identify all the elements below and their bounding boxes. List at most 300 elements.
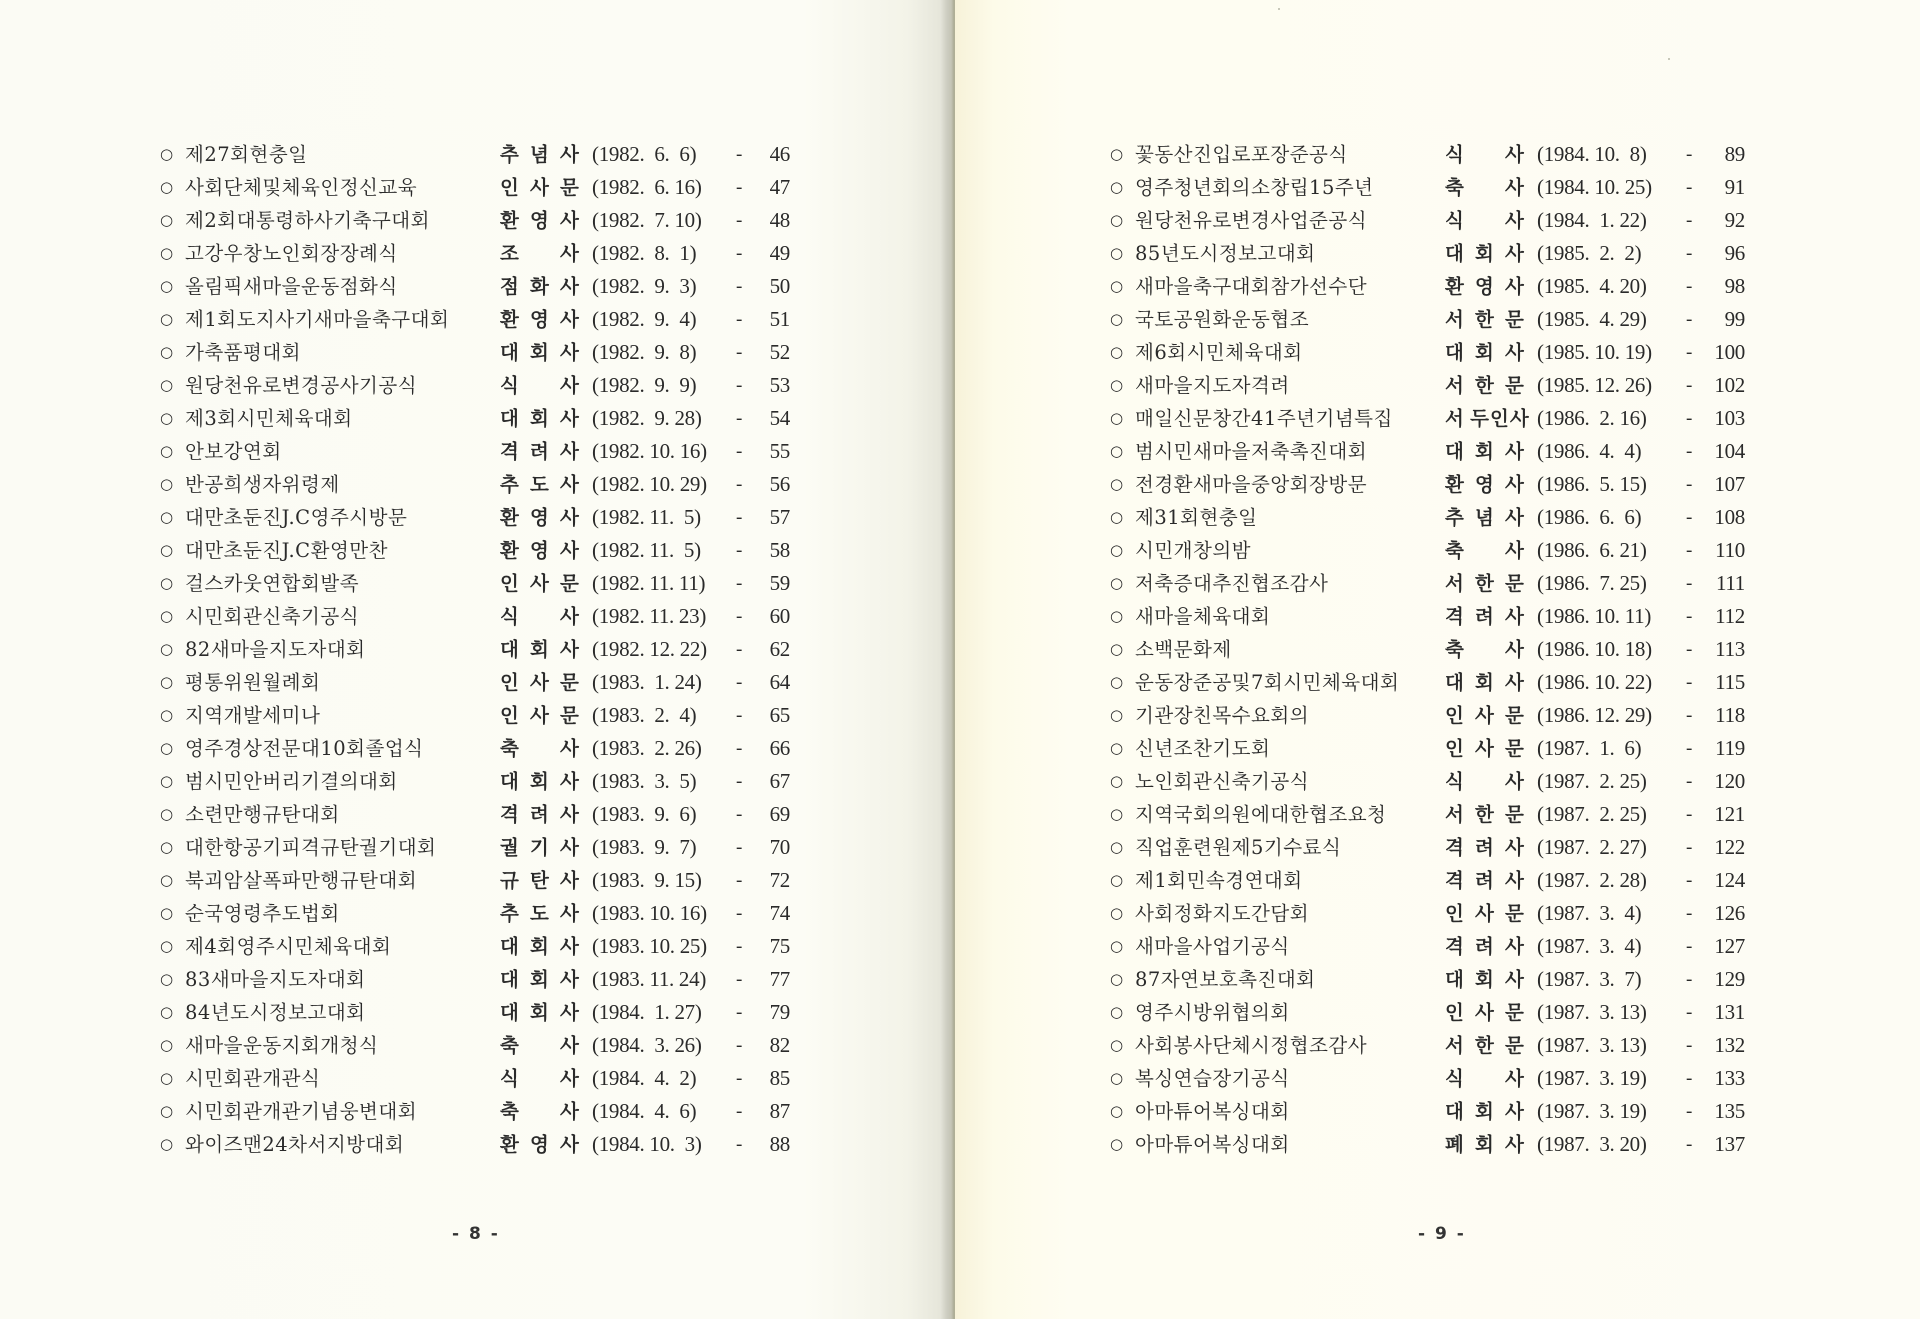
entry-date: (1982. 10. 16) — [592, 439, 707, 463]
entry-page-number: 108 — [1714, 505, 1745, 529]
toc-entry — [160, 666, 800, 699]
entry-title: 83새마을지도자대회 — [185, 968, 366, 991]
separator-dash: - — [736, 606, 743, 627]
entry-type-char: 회 — [530, 968, 550, 991]
entry-type — [1445, 1029, 1535, 1062]
entry-page-number: 91 — [1724, 175, 1745, 199]
entry-title: 영주청년회의소창립15주년 — [1135, 176, 1374, 199]
entry-type-char: 회 — [1475, 440, 1495, 463]
entry-type-char: 인 — [1445, 737, 1465, 760]
entry-type-char: 사 — [1505, 209, 1525, 232]
toc-entry — [1110, 798, 1750, 831]
separator-dash: - — [736, 408, 743, 429]
entry-date: (1982. 9. 8) — [592, 340, 697, 364]
entry-date: (1983. 1. 24) — [592, 670, 702, 694]
entry-type — [1445, 666, 1535, 699]
entry-date: (1987. 2. 25) — [1537, 802, 1647, 826]
entry-type-char: 회 — [1475, 1100, 1495, 1123]
toc-entry — [1110, 270, 1750, 303]
entry-title: 사회정화지도간담회 — [1135, 902, 1310, 925]
entry-type-char: 식 — [1445, 770, 1465, 793]
toc-entry — [1110, 897, 1750, 930]
entry-type-char: 서 — [1445, 374, 1465, 397]
entry-type — [500, 699, 590, 732]
toc-entry — [160, 237, 800, 270]
bullet-circle-icon: ○ — [160, 970, 174, 988]
entry-type-char: 축 — [1445, 539, 1465, 562]
entry-type — [500, 633, 590, 666]
entry-type-char: 축 — [1445, 638, 1465, 661]
toc-entry — [1110, 600, 1750, 633]
entry-page-number: 59 — [769, 571, 790, 595]
entry-date: (1982. 6. 16) — [592, 175, 702, 199]
entry-type-char: 문 — [1505, 374, 1525, 397]
toc-entry — [160, 897, 800, 930]
entry-type-char: 사 — [1505, 869, 1525, 892]
entry-date: (1987. 2. 28) — [1537, 868, 1647, 892]
entry-type-char: 환 — [500, 1133, 520, 1156]
entry-type-char: 인 — [500, 176, 520, 199]
bullet-circle-icon: ○ — [160, 904, 174, 922]
separator-dash: - — [736, 1068, 743, 1089]
entry-page-number: 74 — [769, 901, 790, 925]
entry-type-char: 회 — [530, 770, 550, 793]
toc-entry — [1110, 996, 1750, 1029]
separator-dash: - — [736, 177, 743, 198]
entry-type-char: 영 — [1475, 473, 1495, 496]
entry-page-number: 47 — [769, 175, 790, 199]
entry-type — [500, 732, 590, 765]
bullet-circle-icon: ○ — [160, 1036, 174, 1054]
entry-page-number: 132 — [1714, 1033, 1745, 1057]
entry-title: 운동장준공및7회시민체육대회 — [1135, 671, 1400, 694]
separator-dash: - — [1686, 1035, 1693, 1056]
entry-date: (1987. 2. 27) — [1537, 835, 1647, 859]
entry-type-char: 회 — [530, 1001, 550, 1024]
entry-type-char: 서 — [1445, 308, 1465, 331]
toc-entry — [1110, 303, 1750, 336]
toc-entry — [160, 963, 800, 996]
entry-type — [500, 303, 590, 336]
entry-type-char: 인 — [1445, 902, 1465, 925]
entry-type — [1445, 633, 1535, 666]
entry-title: 지역개발세미나 — [185, 704, 321, 727]
right-page — [955, 0, 1920, 1319]
book-spine-gutter — [940, 0, 956, 1319]
entry-type-char: 문 — [560, 671, 580, 694]
bullet-circle-icon: ○ — [160, 178, 174, 196]
separator-dash: - — [1686, 738, 1693, 759]
entry-type — [500, 171, 590, 204]
entry-type — [1445, 732, 1535, 765]
entry-type-char: 념 — [530, 143, 550, 166]
bullet-circle-icon: ○ — [160, 343, 174, 361]
entry-page-number: 98 — [1724, 274, 1745, 298]
entry-date: (1984. 4. 6) — [592, 1099, 697, 1123]
entry-date: (1982. 9. 9) — [592, 373, 697, 397]
entry-page-number: 48 — [769, 208, 790, 232]
entry-title: 전경환새마을중앙회장방문 — [1135, 473, 1368, 496]
entry-type — [1445, 765, 1535, 798]
entry-title: 대한항공기피격규탄궐기대회 — [185, 836, 437, 859]
entry-type-char: 대 — [500, 1001, 520, 1024]
toc-entry — [160, 204, 800, 237]
entry-type-char: 영 — [530, 1133, 550, 1156]
entry-type-char: 사 — [560, 902, 580, 925]
entry-title: 저축증대추진협조감사 — [1135, 572, 1329, 595]
entry-type-char: 려 — [1475, 836, 1495, 859]
entry-type-char: 사 — [1505, 770, 1525, 793]
entry-type-char: 인 — [500, 572, 520, 595]
entry-type-char — [1475, 633, 1505, 666]
separator-dash: - — [1686, 243, 1693, 264]
entry-page-number: 79 — [769, 1000, 790, 1024]
entry-type-char: 사 — [560, 935, 580, 958]
entry-date: (1984. 10. 3) — [592, 1132, 702, 1156]
entry-type-char: 려 — [1475, 935, 1495, 958]
bullet-circle-icon: ○ — [160, 805, 174, 823]
toc-entry — [160, 765, 800, 798]
entry-title: 범시민새마을저축촉진대회 — [1135, 440, 1368, 463]
entry-type-char: 사 — [530, 176, 550, 199]
bullet-circle-icon: ○ — [1110, 673, 1124, 691]
entry-page-number: 100 — [1714, 340, 1745, 364]
entry-title: 올림픽새마을운동점화식 — [185, 275, 398, 298]
bullet-circle-icon: ○ — [160, 937, 174, 955]
entry-page-number: 129 — [1714, 967, 1745, 991]
toc-entry — [160, 336, 800, 369]
entry-title: 시민회관개관기념웅변대회 — [185, 1100, 418, 1123]
entry-title: 평통위원월례회 — [185, 671, 321, 694]
entry-date: (1982. 9. 4) — [592, 307, 697, 331]
bullet-circle-icon: ○ — [1110, 541, 1124, 559]
page-number-right: - 9 - — [1418, 1224, 1466, 1244]
entry-page-number: 89 — [1724, 142, 1745, 166]
entry-page-number: 57 — [769, 505, 790, 529]
toc-entry — [1110, 237, 1750, 270]
entry-type-char: 대 — [500, 968, 520, 991]
entry-page-number: 69 — [769, 802, 790, 826]
entry-type-char: 추 — [1445, 506, 1465, 529]
toc-entry — [1110, 831, 1750, 864]
entry-type — [500, 138, 590, 171]
entry-type-char: 추 — [500, 473, 520, 496]
entry-title: 원당천유로변경사업준공식 — [1135, 209, 1368, 232]
entry-type — [1445, 963, 1535, 996]
entry-title: 소백문화제 — [1135, 638, 1232, 661]
entry-date: (1984. 3. 26) — [592, 1033, 702, 1057]
entry-type-char: 대 — [1445, 341, 1465, 364]
entry-type-char: 사 — [1505, 1133, 1525, 1156]
entry-type-char: 사 — [560, 869, 580, 892]
entry-type-char: 사 — [530, 572, 550, 595]
entry-page-number: 102 — [1714, 373, 1745, 397]
entry-page-number: 124 — [1714, 868, 1745, 892]
entry-date: (1982. 12. 22) — [592, 637, 707, 661]
separator-dash: - — [736, 342, 743, 363]
entry-type-char: 사 — [1505, 638, 1525, 661]
entry-title: 사회봉사단체시정협조감사 — [1135, 1034, 1368, 1057]
entry-type-char: 환 — [1445, 275, 1465, 298]
entry-page-number: 64 — [769, 670, 790, 694]
entry-type-char — [1475, 534, 1505, 567]
bullet-circle-icon: ○ — [1110, 376, 1124, 394]
separator-dash: - — [736, 837, 743, 858]
entry-title: 시민회관신축기공식 — [185, 605, 360, 628]
entry-type-char: 문 — [1505, 737, 1525, 760]
bullet-circle-icon: ○ — [1110, 508, 1124, 526]
entry-type-char: 사 — [560, 1067, 580, 1090]
separator-dash: - — [1686, 144, 1693, 165]
separator-dash: - — [1686, 1101, 1693, 1122]
entry-type-char — [1475, 1062, 1505, 1095]
toc-entry — [1110, 765, 1750, 798]
bullet-circle-icon: ○ — [1110, 145, 1124, 163]
entry-page-number: 65 — [769, 703, 790, 727]
entry-type-char: 서 — [1445, 803, 1465, 826]
toc-entry — [160, 699, 800, 732]
entry-type-char: 사 — [560, 506, 580, 529]
separator-dash: - — [1686, 540, 1693, 561]
toc-entry — [160, 798, 800, 831]
entry-title: 국토공원화운동협조 — [1135, 308, 1310, 331]
entry-type-char: 사 — [1505, 341, 1525, 364]
entry-type — [1445, 864, 1535, 897]
entry-page-number: 87 — [769, 1099, 790, 1123]
entry-type-char: 사 — [1505, 539, 1525, 562]
entry-type-char: 규 — [500, 869, 520, 892]
entry-date: (1984. 1. 22) — [1537, 208, 1647, 232]
toc-entry — [160, 435, 800, 468]
separator-dash: - — [736, 573, 743, 594]
entry-type-char: 영 — [1475, 275, 1495, 298]
entry-date: (1984. 4. 2) — [592, 1066, 697, 1090]
entry-type-char: 사 — [560, 737, 580, 760]
entry-title: 82새마을지도자대회 — [185, 638, 366, 661]
entry-date: (1986. 6. 21) — [1537, 538, 1647, 562]
entry-title: 제31회현충일 — [1135, 506, 1258, 529]
entry-type-char: 격 — [1445, 869, 1465, 892]
bullet-circle-icon: ○ — [1110, 409, 1124, 427]
toc-entry — [1110, 204, 1750, 237]
bullet-circle-icon: ○ — [160, 376, 174, 394]
toc-entry — [160, 270, 800, 303]
entry-title: 기관장친목수요회의 — [1135, 704, 1310, 727]
entry-type — [500, 1095, 590, 1128]
entry-type-char: 점 — [500, 275, 520, 298]
entry-type-char: 사 — [1475, 737, 1495, 760]
separator-dash: - — [736, 309, 743, 330]
entry-date: (1985. 12. 26) — [1537, 373, 1652, 397]
entry-page-number: 112 — [1715, 604, 1745, 628]
entry-page-number: 53 — [769, 373, 790, 397]
toc-entry — [160, 369, 800, 402]
entry-type-char: 사 — [530, 704, 550, 727]
entry-type-char: 사 — [560, 1034, 580, 1057]
separator-dash: - — [1686, 870, 1693, 891]
entry-type — [500, 204, 590, 237]
entry-page-number: 54 — [769, 406, 790, 430]
entry-title: 북괴암살폭파만행규탄대회 — [185, 869, 418, 892]
entry-type-char: 려 — [1475, 869, 1495, 892]
bullet-circle-icon: ○ — [160, 1003, 174, 1021]
entry-type-char: 문 — [1505, 308, 1525, 331]
entry-type — [1445, 1095, 1535, 1128]
entry-date: (1987. 3. 13) — [1537, 1000, 1647, 1024]
entry-type — [500, 897, 590, 930]
entry-page-number: 107 — [1714, 472, 1745, 496]
entry-title: 제1회도지사기새마을축구대회 — [185, 308, 450, 331]
separator-dash: - — [736, 507, 743, 528]
separator-dash: - — [1686, 474, 1693, 495]
entry-type — [1445, 237, 1535, 270]
toc-entry — [1110, 1062, 1750, 1095]
entry-title: 제6회시민체육대회 — [1135, 341, 1303, 364]
entry-type-char: 환 — [1445, 473, 1465, 496]
entry-type-char: 사 — [560, 341, 580, 364]
entry-type — [500, 996, 590, 1029]
bullet-circle-icon: ○ — [160, 442, 174, 460]
entry-page-number: 111 — [1715, 571, 1745, 595]
entry-type-char: 대 — [1445, 671, 1465, 694]
entry-type — [1445, 1128, 1535, 1161]
entry-type-char: 사 — [1505, 143, 1525, 166]
entry-date: (1987. 1. 6) — [1537, 736, 1642, 760]
entry-type-char — [530, 1029, 560, 1062]
entry-type — [1445, 567, 1535, 600]
separator-dash: - — [1686, 936, 1693, 957]
entry-title: 새마을축구대회참가선수단 — [1135, 275, 1368, 298]
entry-title: 새마을운동지회개청식 — [185, 1034, 379, 1057]
entry-date: (1986. 4. 4) — [1537, 439, 1642, 463]
entry-type-char: 대 — [1445, 1100, 1465, 1123]
entry-type-char: 사 — [1475, 704, 1495, 727]
entry-date: (1987. 3. 4) — [1537, 901, 1642, 925]
entry-title: 제3회시민체육대회 — [185, 407, 353, 430]
entry-type-char — [530, 369, 560, 402]
entry-type-char — [530, 600, 560, 633]
entry-type-char: 영 — [530, 209, 550, 232]
entry-page-number: 50 — [769, 274, 790, 298]
entry-type-char: 영 — [530, 308, 550, 331]
entry-title: 원당천유로변경공사기공식 — [185, 374, 418, 397]
entry-title: 아마튜어복싱대회 — [1135, 1133, 1290, 1156]
entry-type-char: 환 — [500, 308, 520, 331]
entry-title: 꽃동산진입로포장준공식 — [1135, 143, 1348, 166]
bullet-circle-icon: ○ — [160, 640, 174, 658]
separator-dash: - — [1686, 441, 1693, 462]
entry-date: (1982. 6. 6) — [592, 142, 697, 166]
entry-date: (1986. 6. 6) — [1537, 505, 1642, 529]
entry-type — [500, 666, 590, 699]
entry-type-char: 사 — [1505, 671, 1525, 694]
entry-type-char: 서 — [1445, 572, 1465, 595]
entry-type-char — [530, 237, 560, 270]
entry-title: 반공희생자위령제 — [185, 473, 340, 496]
bullet-circle-icon: ○ — [1110, 805, 1124, 823]
entry-date: (1983. 11. 24) — [592, 967, 707, 991]
toc-entry — [1110, 1029, 1750, 1062]
entry-type-char: 탄 — [530, 869, 550, 892]
entry-type-char: 회 — [530, 638, 550, 661]
entry-type-char: 두인 — [1470, 407, 1510, 430]
separator-dash: - — [1686, 1002, 1693, 1023]
entry-type-char: 사 — [1505, 440, 1525, 463]
entry-type — [1445, 402, 1535, 435]
entry-type — [1445, 138, 1535, 171]
page-number-left: - 8 - — [452, 1224, 500, 1244]
entry-title: 새마을지도자격려 — [1135, 374, 1290, 397]
entry-type-char: 화 — [530, 275, 550, 298]
entry-type-char: 회 — [1475, 968, 1495, 991]
bullet-circle-icon: ○ — [1110, 574, 1124, 592]
separator-dash: - — [736, 771, 743, 792]
entry-title: 제1회민속경연대회 — [1135, 869, 1303, 892]
entry-type-char: 사 — [560, 407, 580, 430]
toc-entry — [1110, 864, 1750, 897]
entry-type — [500, 963, 590, 996]
entry-type-char: 사 — [1505, 605, 1525, 628]
entry-type-char: 서 — [1445, 1034, 1465, 1057]
entry-type-char: 식 — [1445, 1067, 1465, 1090]
entry-type-char: 사 — [560, 143, 580, 166]
entry-title: 새마을사업기공식 — [1135, 935, 1290, 958]
separator-dash: - — [736, 441, 743, 462]
entry-type — [1445, 798, 1535, 831]
entry-date: (1987. 3. 13) — [1537, 1033, 1647, 1057]
entry-type-char: 도 — [530, 902, 550, 925]
entry-type-char: 사 — [560, 605, 580, 628]
entry-date: (1982. 7. 10) — [592, 208, 702, 232]
toc-entry — [1110, 336, 1750, 369]
toc-entry — [160, 1029, 800, 1062]
entry-type-char: 대 — [1445, 242, 1465, 265]
bullet-circle-icon: ○ — [1110, 706, 1124, 724]
entry-type — [1445, 501, 1535, 534]
toc-entry — [160, 732, 800, 765]
entry-date: (1984. 1. 27) — [592, 1000, 702, 1024]
toc-entry — [160, 996, 800, 1029]
toc-entry — [160, 864, 800, 897]
toc-entry — [1110, 138, 1750, 171]
entry-type-char: 격 — [500, 440, 520, 463]
entry-date: (1983. 3. 5) — [592, 769, 697, 793]
bullet-circle-icon: ○ — [160, 673, 174, 691]
entry-type — [1445, 930, 1535, 963]
entry-page-number: 51 — [769, 307, 790, 331]
toc-entry — [160, 1095, 800, 1128]
entry-type-char: 회 — [1475, 671, 1495, 694]
separator-dash: - — [736, 540, 743, 561]
separator-dash: - — [736, 672, 743, 693]
entry-type-char: 회 — [530, 407, 550, 430]
entry-type — [500, 435, 590, 468]
bullet-circle-icon: ○ — [160, 1135, 174, 1153]
separator-dash: - — [1686, 309, 1693, 330]
separator-dash: - — [1686, 639, 1693, 660]
entry-page-number: 82 — [769, 1033, 790, 1057]
entry-type-char — [1475, 138, 1505, 171]
entry-type-char: 추 — [500, 902, 520, 925]
entry-page-number: 52 — [769, 340, 790, 364]
entry-title: 지역국회의원에대한협조요청 — [1135, 803, 1387, 826]
bullet-circle-icon: ○ — [1110, 1102, 1124, 1120]
bullet-circle-icon: ○ — [160, 838, 174, 856]
bullet-circle-icon: ○ — [1110, 739, 1124, 757]
left-page — [0, 0, 945, 1319]
entry-type — [500, 567, 590, 600]
toc-entry — [160, 1062, 800, 1095]
